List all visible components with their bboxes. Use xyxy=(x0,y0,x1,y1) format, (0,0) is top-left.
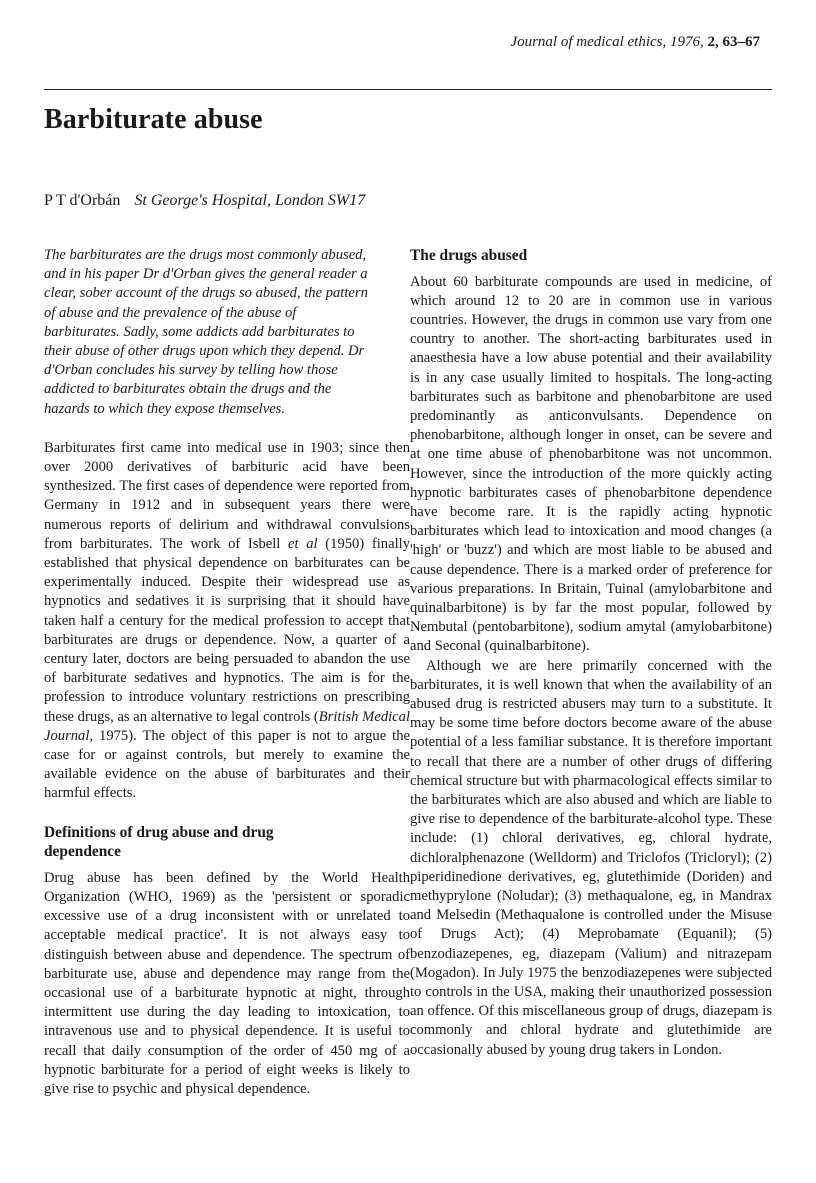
abstract: The barbiturates are the drugs most commonly abused, and in his paper Dr d'Orban gives the general reader a clear, sober account of the drugs so abused, the pattern of abuse and the prevalence of the abuse of barbiturates. Sadly, some addicts add barbiturates to their abuse of other drugs upon which they depend. Dr d'Orban concludes his survey by telling how those addicted to barbiturates obtain the drugs and the hazards to which they expose themselves. xyxy=(44,247,368,417)
journal-pages: 63–67 xyxy=(722,34,760,50)
intro-paragraph xyxy=(44,439,410,804)
byline xyxy=(44,192,365,210)
author-affiliation: St George's Hospital, London SW17 xyxy=(134,192,366,209)
drugs-abused-heading: The drugs abused xyxy=(410,247,528,264)
journal-name: Journal of medical ethics, xyxy=(510,34,667,50)
right-column xyxy=(410,246,772,1060)
intro-text-3: 1975). The object of this paper is not to argue the case for or against controls, but merely to examine the available evidence on the abuse of barbiturates and their harmful effects. xyxy=(44,727,410,802)
running-header xyxy=(510,34,760,51)
intro-text-1: Barbiturates first came into medical use in 1903; since then over 2000 derivatives of barbituric acid have been synthesized. The first cases of dependence were reported from Germany in 1912 and in subsequent years there were numerous reports of delirium and withdrawal convulsions from barbiturates. The work of Isbell xyxy=(44,439,410,552)
journal-volume: 2, xyxy=(707,34,719,50)
author-name: P T d'Orbán xyxy=(44,192,121,209)
header-rule xyxy=(44,89,772,90)
definitions-heading: Definitions of drug abuse and drug dependence xyxy=(44,823,274,861)
drugs-abused-paragraph-1: About 60 barbiturate compounds are used in medicine, of which around 12 to 20 are in common use in various countries. However, the drugs in common use vary from one country to another. The short-acting barbiturates used in anaesthesia have a low abuse potential and their availability is in any case usually limited to hospitals. The long-acting barbiturates such as barbitone and phenobarbitone are used predominantly as anticonvulsants. Dependence on phenobarbitone, although longer in onset, can be severe and at one time abuse of phenobarbitone was not uncommon. However, since the introduction of the more quickly acting hypnotic barbiturates cases of phenobarbitone dependence have become rare. It is the rapidly acting hypnotic barbiturates which lead to intoxication and mood changes (a 'high' or 'buzz') and which are most liable to be abused and cause dependence. There is a marked order of preference for various preparations. In Britain, Tuinal (amylobarbitone and quinalbarbitone) is by far the most popular, followed by Nembutal (pentobarbitone), sodium amytal (amylobarbitone) and Seconal (quinalbarbitone). xyxy=(410,273,772,655)
drugs-abused-paragraph-2: Although we are here primarily concerned with the barbiturates, it is well known that when the availability of an abused drug is restricted abusers may turn to a substitute. It may be some time before doctors become aware of the abuse potential of a less familiar substance. It is therefore important to recall that there are a number of other drugs of differing chemical structure but with pharmacological effects similar to the barbiturates which are also abused and which are liable to give rise to dependence of the barbiturate-alcohol type. These include: (1) chloral derivatives, eg, chloral hydrate, dichloralphenazone (Welldorm) and Triclofos (Tricloryl); (2) piperidinedione derivatives, eg, glutethimide (Doriden) and methyprylone (Noludar); (3) methaqualone, eg, in Mandrax and Melsedin (Methaqualone is controlled under the Misuse of Drugs Act); (4) Meprobamate (Equanil); (5) benzodiazepenes, eg, diazepam (Valium) and nitrazepam (Mogadon). In July 1975 the benzodiazepenes were subjected to controls in the USA, making their unauthorized possession an offence. Of this miscellaneous group of drugs, diazepam is commonly and chloral hydrate and glutethimide are occasionally abused by young drug takers in London. xyxy=(410,657,772,1058)
left-column xyxy=(44,246,410,1099)
intro-etal: et al xyxy=(288,535,318,552)
intro-text-2: (1950) finally established that physical dependence on barbiturates can be experimentally induced. Despite their widespread use as hypnotics and sedatives it is surprising that it should have taken half a century for the medical profession to accept that barbiturates are drugs or dependence. Now, a quarter of a century later, doctors are being persuaded to abandon the use of barbiturate sedatives and hypnotics. The aim is for the profession to introduce voluntary restrictions on prescribing these drugs, as an alternative to legal controls ( xyxy=(44,535,410,725)
definitions-paragraph: Drug abuse has been defined by the World Health Organization (WHO, 1969) as the 'persistent or sporadic excessive use of a drug inconsistent with or unrelated to acceptable medical practice'. It is not always easy to distinguish between abuse and dependence. The spectrum of barbiturate use, abuse and dependence may range from the occasional use of a barbiturate hypnotic at night, through intermittent use during the day leading to intoxication, to intravenous use and to physical dependence. It is useful to recall that daily consumption of the order of 450 mg of a hypnotic barbiturate for a period of eight weeks is likely to give rise to psychic and physical dependence. xyxy=(44,869,410,1097)
intro-citation: British Medical Journal, xyxy=(44,708,410,744)
journal-year: 1976, xyxy=(670,34,704,50)
article-title: Barbiturate abuse xyxy=(44,104,263,135)
